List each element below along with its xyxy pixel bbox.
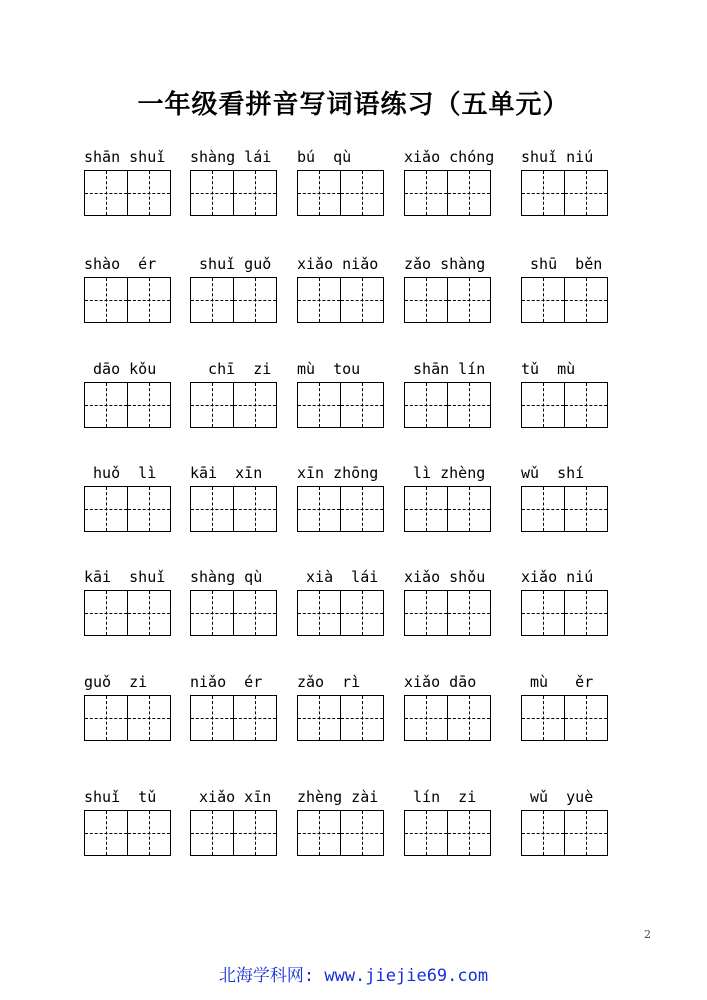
writing-boxes xyxy=(521,590,607,636)
writing-boxes xyxy=(404,695,490,741)
word-item xyxy=(190,568,290,648)
exercise-row xyxy=(0,673,707,753)
writing-boxes xyxy=(404,382,490,428)
tianzige-cell[interactable] xyxy=(297,170,341,216)
pinyin-label: kāi xīn xyxy=(190,464,263,482)
pinyin-label: xīn zhōng xyxy=(297,464,379,482)
writing-boxes xyxy=(84,590,170,636)
tianzige-cell[interactable] xyxy=(340,277,384,323)
tianzige-cell[interactable] xyxy=(233,486,277,532)
word-item xyxy=(190,148,290,228)
exercise-row xyxy=(0,788,707,868)
tianzige-cell[interactable] xyxy=(297,810,341,856)
word-item xyxy=(297,788,397,868)
word-item xyxy=(190,255,290,335)
tianzige-cell[interactable] xyxy=(233,382,277,428)
tianzige-cell[interactable] xyxy=(404,695,448,741)
pinyin-label: shàng qù xyxy=(190,568,263,586)
writing-boxes xyxy=(190,170,276,216)
tianzige-cell[interactable] xyxy=(521,382,565,428)
pinyin-label: xiǎo niú xyxy=(521,568,594,586)
tianzige-cell[interactable] xyxy=(447,810,491,856)
tianzige-cell[interactable] xyxy=(521,695,565,741)
tianzige-cell[interactable] xyxy=(297,486,341,532)
pinyin-label: tǔ mù xyxy=(521,360,576,378)
pinyin-label: chī zi xyxy=(190,360,272,378)
tianzige-cell[interactable] xyxy=(521,170,565,216)
tianzige-cell[interactable] xyxy=(233,810,277,856)
writing-boxes xyxy=(521,810,607,856)
pinyin-label: mù tou xyxy=(297,360,361,378)
pinyin-label: shuǐ guǒ xyxy=(190,255,272,273)
writing-boxes xyxy=(84,277,170,323)
pinyin-label: bú qù xyxy=(297,148,352,166)
tianzige-cell[interactable] xyxy=(340,590,384,636)
word-item xyxy=(404,360,504,440)
tianzige-cell[interactable] xyxy=(190,277,234,323)
pinyin-label: shàng lái xyxy=(190,148,272,166)
writing-boxes xyxy=(404,170,490,216)
tianzige-cell[interactable] xyxy=(521,277,565,323)
footer-link[interactable]: 北海学科网: www.jiejie69.com xyxy=(218,966,489,986)
writing-boxes xyxy=(84,382,170,428)
writing-boxes xyxy=(404,810,490,856)
word-item xyxy=(84,568,184,648)
word-item xyxy=(297,464,397,544)
tianzige-cell[interactable] xyxy=(404,486,448,532)
tianzige-cell[interactable] xyxy=(297,277,341,323)
tianzige-cell[interactable] xyxy=(340,170,384,216)
tianzige-cell[interactable] xyxy=(84,590,128,636)
word-item xyxy=(404,464,504,544)
word-item xyxy=(84,360,184,440)
word-item xyxy=(521,148,621,228)
tianzige-cell[interactable] xyxy=(564,277,608,323)
exercise-row xyxy=(0,255,707,335)
tianzige-cell[interactable] xyxy=(127,277,171,323)
writing-boxes xyxy=(404,277,490,323)
word-item xyxy=(521,464,621,544)
tianzige-cell[interactable] xyxy=(404,170,448,216)
pinyin-label: zǎo shàng xyxy=(404,255,486,273)
tianzige-cell[interactable] xyxy=(447,590,491,636)
exercise-row xyxy=(0,464,707,544)
tianzige-cell[interactable] xyxy=(447,486,491,532)
writing-boxes xyxy=(190,810,276,856)
word-item xyxy=(84,788,184,868)
tianzige-cell[interactable] xyxy=(447,277,491,323)
word-item xyxy=(521,788,621,868)
tianzige-cell[interactable] xyxy=(564,590,608,636)
writing-boxes xyxy=(521,382,607,428)
pinyin-label: xià lái xyxy=(297,568,379,586)
tianzige-cell[interactable] xyxy=(447,695,491,741)
word-item xyxy=(297,255,397,335)
word-item xyxy=(404,673,504,753)
tianzige-cell[interactable] xyxy=(447,170,491,216)
tianzige-cell[interactable] xyxy=(404,277,448,323)
tianzige-cell[interactable] xyxy=(127,486,171,532)
writing-boxes xyxy=(521,277,607,323)
tianzige-cell[interactable] xyxy=(84,486,128,532)
pinyin-label: wǔ yuè xyxy=(521,788,594,806)
pinyin-label: wǔ shí xyxy=(521,464,585,482)
writing-boxes xyxy=(84,810,170,856)
pinyin-label: shuǐ tǔ xyxy=(84,788,157,806)
word-item xyxy=(297,673,397,753)
tianzige-cell[interactable] xyxy=(190,590,234,636)
pinyin-label: zǎo rì xyxy=(297,673,361,691)
tianzige-cell[interactable] xyxy=(297,382,341,428)
tianzige-cell[interactable] xyxy=(233,695,277,741)
tianzige-cell[interactable] xyxy=(190,695,234,741)
word-item xyxy=(190,464,290,544)
writing-boxes xyxy=(521,170,607,216)
tianzige-cell[interactable] xyxy=(564,486,608,532)
pinyin-label: mù ěr xyxy=(521,673,594,691)
pinyin-label: shū běn xyxy=(521,255,603,273)
word-item xyxy=(521,673,621,753)
pinyin-label: dāo kǒu xyxy=(84,360,157,378)
writing-boxes xyxy=(190,695,276,741)
word-item xyxy=(521,568,621,648)
tianzige-cell[interactable] xyxy=(127,810,171,856)
pinyin-label: guǒ zi xyxy=(84,673,148,691)
pinyin-label: shān lín xyxy=(404,360,486,378)
writing-boxes xyxy=(190,277,276,323)
word-item xyxy=(521,360,621,440)
tianzige-cell[interactable] xyxy=(297,695,341,741)
writing-boxes xyxy=(297,486,383,532)
pinyin-label: shào ér xyxy=(84,255,157,273)
word-item xyxy=(190,673,290,753)
tianzige-cell[interactable] xyxy=(127,695,171,741)
writing-boxes xyxy=(521,486,607,532)
writing-boxes xyxy=(521,695,607,741)
pinyin-label: shān shuǐ xyxy=(84,148,166,166)
tianzige-cell[interactable] xyxy=(127,170,171,216)
writing-boxes xyxy=(297,277,383,323)
pinyin-label: lín zi xyxy=(404,788,477,806)
page-number: 2 xyxy=(644,928,651,941)
pinyin-label: xiǎo shǒu xyxy=(404,568,486,586)
writing-boxes xyxy=(404,486,490,532)
tianzige-cell[interactable] xyxy=(564,382,608,428)
writing-boxes xyxy=(297,170,383,216)
writing-boxes xyxy=(190,590,276,636)
tianzige-cell[interactable] xyxy=(190,170,234,216)
tianzige-cell[interactable] xyxy=(233,170,277,216)
tianzige-cell[interactable] xyxy=(521,486,565,532)
pinyin-label: niǎo ér xyxy=(190,673,263,691)
tianzige-cell[interactable] xyxy=(190,382,234,428)
writing-boxes xyxy=(190,382,276,428)
tianzige-cell[interactable] xyxy=(84,695,128,741)
exercise-row xyxy=(0,568,707,648)
pinyin-label: lì zhèng xyxy=(404,464,486,482)
word-item xyxy=(521,255,621,335)
pinyin-label: xiǎo xīn xyxy=(190,788,272,806)
writing-boxes xyxy=(297,810,383,856)
tianzige-cell[interactable] xyxy=(84,277,128,323)
writing-boxes xyxy=(84,486,170,532)
tianzige-cell[interactable] xyxy=(340,810,384,856)
tianzige-cell[interactable] xyxy=(340,486,384,532)
tianzige-cell[interactable] xyxy=(84,810,128,856)
word-item xyxy=(404,148,504,228)
pinyin-label: xiǎo dāo xyxy=(404,673,477,691)
word-item xyxy=(190,360,290,440)
word-item xyxy=(404,568,504,648)
word-item xyxy=(190,788,290,868)
writing-boxes xyxy=(84,170,170,216)
tianzige-cell[interactable] xyxy=(233,277,277,323)
tianzige-cell[interactable] xyxy=(84,382,128,428)
tianzige-cell[interactable] xyxy=(404,810,448,856)
word-item xyxy=(84,148,184,228)
tianzige-cell[interactable] xyxy=(127,590,171,636)
word-item xyxy=(297,148,397,228)
word-item xyxy=(297,360,397,440)
pinyin-label: zhèng zài xyxy=(297,788,379,806)
exercise-row xyxy=(0,360,707,440)
word-item xyxy=(84,464,184,544)
tianzige-cell[interactable] xyxy=(84,170,128,216)
pinyin-label: xiǎo chóng xyxy=(404,148,495,166)
tianzige-cell[interactable] xyxy=(340,695,384,741)
writing-boxes xyxy=(84,695,170,741)
word-item xyxy=(404,255,504,335)
tianzige-cell[interactable] xyxy=(340,382,384,428)
tianzige-cell[interactable] xyxy=(190,810,234,856)
tianzige-cell[interactable] xyxy=(404,382,448,428)
writing-boxes xyxy=(297,382,383,428)
tianzige-cell[interactable] xyxy=(233,590,277,636)
writing-boxes xyxy=(297,695,383,741)
exercise-row xyxy=(0,148,707,228)
writing-boxes xyxy=(190,486,276,532)
tianzige-cell[interactable] xyxy=(447,382,491,428)
tianzige-cell[interactable] xyxy=(521,810,565,856)
tianzige-cell[interactable] xyxy=(564,810,608,856)
tianzige-cell[interactable] xyxy=(190,486,234,532)
pinyin-label: shuǐ niú xyxy=(521,148,594,166)
word-item xyxy=(404,788,504,868)
writing-boxes xyxy=(297,590,383,636)
tianzige-cell[interactable] xyxy=(297,590,341,636)
pinyin-label: huǒ lì xyxy=(84,464,157,482)
word-item xyxy=(297,568,397,648)
pinyin-label: kāi shuǐ xyxy=(84,568,166,586)
writing-boxes xyxy=(404,590,490,636)
page-title: 一年级看拼音写词语练习（五单元） xyxy=(137,90,570,120)
tianzige-cell[interactable] xyxy=(564,695,608,741)
tianzige-cell[interactable] xyxy=(127,382,171,428)
tianzige-cell[interactable] xyxy=(404,590,448,636)
pinyin-label: xiǎo niǎo xyxy=(297,255,379,273)
tianzige-cell[interactable] xyxy=(564,170,608,216)
word-item xyxy=(84,673,184,753)
tianzige-cell[interactable] xyxy=(521,590,565,636)
word-item xyxy=(84,255,184,335)
